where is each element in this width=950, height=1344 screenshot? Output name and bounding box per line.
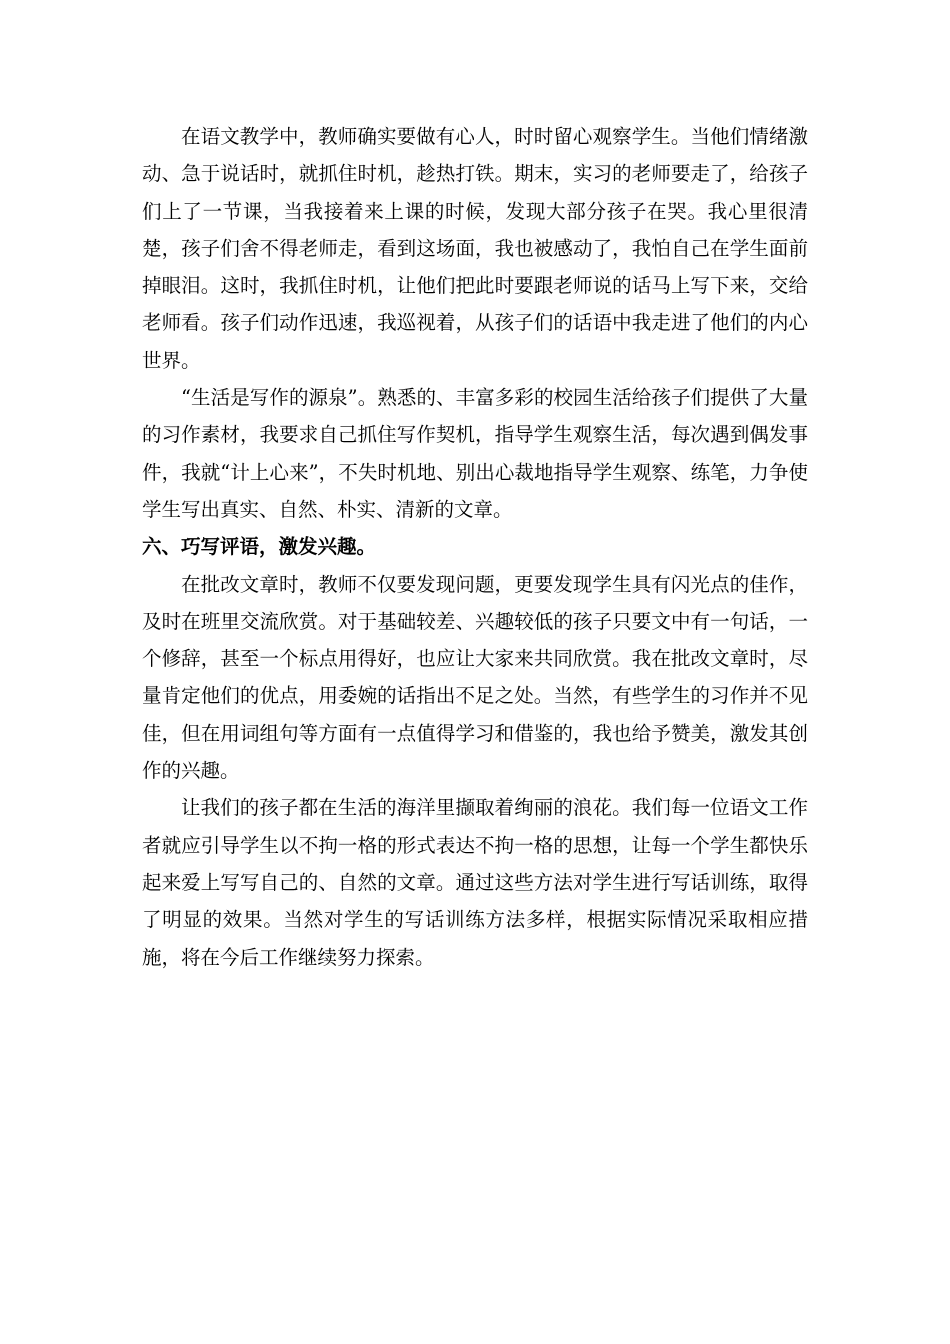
paragraph-observe-students: 在语文教学中，教师确实要做有心人，时时留心观察学生。当他们情绪激动、急于说话时，就抓住时机，趁热打铁。期末，实习的老师要走了，给孩子们上了一节课，当我接着来上课的时候，发现大部分孩子在哭。我心里很清楚，孩子们舍不得老师走，看到这场面，我也被感动了，我怕自己在学生面前掉眼泪。这时，我抓住时机，让他们把此时要跟老师说的话马上写下来，交给老师看。孩子们动作迅速，我巡视着，从孩子们的话语中我走进了他们的内心世界。 <box>142 125 808 372</box>
section-heading: 六、巧写评语，激发兴趣。 <box>142 535 377 559</box>
paragraph-conclusion: 让我们的孩子都在生活的海洋里撷取着绚丽的浪花。我们每一位语文工作者就应引导学生以不拘一格的形式表达不拘一格的思想，让每一个学生都快乐起来爱上写写自己的、自然的文章。通过这些方法对学生进行写话训练，取得了明显的效果。当然对学生的写话训练方法多样，根据实际情况采取相应措施，将在今后工作继续努力探索。 <box>142 796 808 969</box>
paragraph-grading-comments: 在批改文章时，教师不仅要发现问题，更要发现学生具有闪光点的佳作，及时在班里交流欣赏。对于基础较差、兴趣较低的孩子只要文中有一句话，一个修辞，甚至一个标点用得好，也应让大家来共同欣赏。我在批改文章时，尽量肯定他们的优点，用委婉的话指出不足之处。当然，有些学生的习作并不见佳，但在用词组句等方面有一点值得学习和借鉴的，我也给予赞美，激发其创作的兴趣。 <box>142 572 808 783</box>
document-page <box>142 118 808 976</box>
paragraph-life-source-of-writing: “生活是写作的源泉”。熟悉的、丰富多彩的校园生活给孩子们提供了大量的习作素材，我要求自己抓住写作契机，指导学生观察生活，每次遇到偶发事件，我就“计上心来”，不失时机地、别出心裁地指导学生观察、练笔，力争使学生写出真实、自然、朴实、清新的文章。 <box>142 386 808 521</box>
